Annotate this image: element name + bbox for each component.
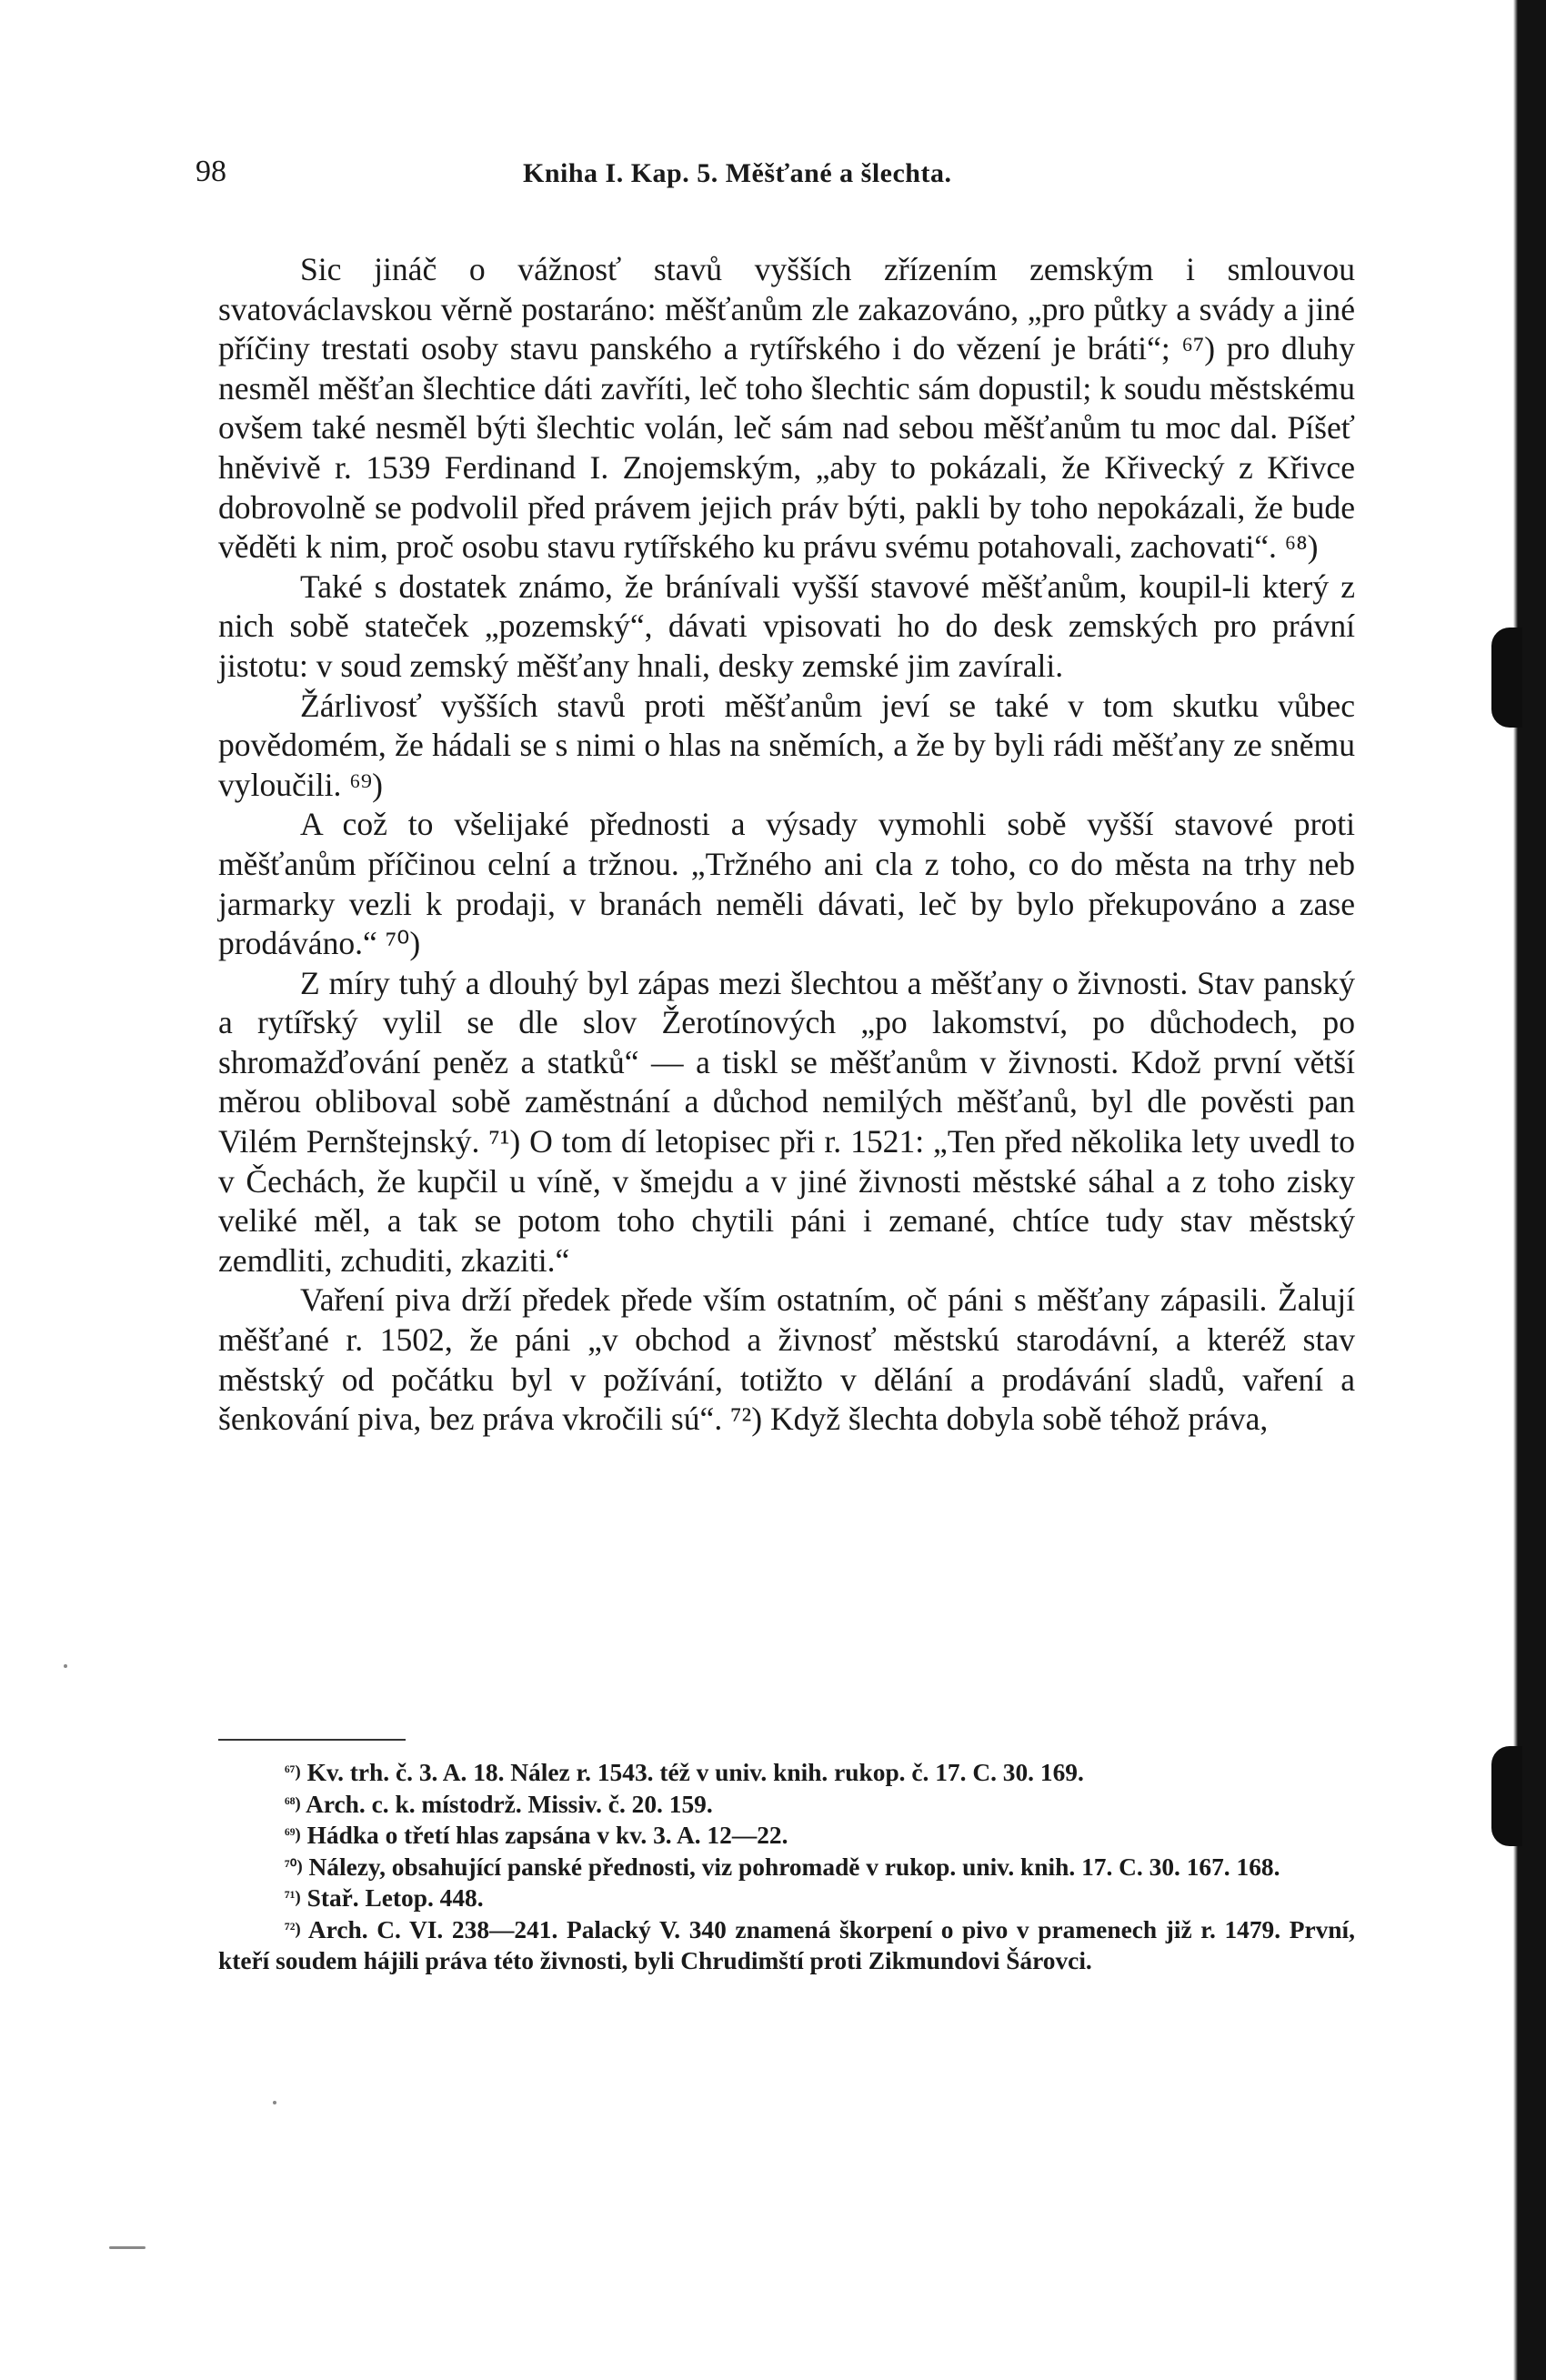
footnote-mark: ⁷¹)	[285, 1888, 301, 1907]
footnote-mark: ⁶⁸)	[285, 1793, 301, 1813]
footnote-text: Hádka o třetí hlas zapsána v kv. 3. A. 12—22.	[306, 1822, 788, 1849]
paragraph: A což to všelijaké přednosti a výsady vymohli sobě vyšší stavové proti měšťanům příčinou celní a tržnou. „Tržného ani cla z toho, co do města na trhy neb jarmarky vezli k prodaji, v branách neměli dávati, leč by bylo překupováno a zase prodáváno.“ ⁷⁰)	[218, 806, 1355, 962]
paragraph: Sic jináč o vážnosť stavů vyšších zřízením zemským i smlouvou svatováclavskou věrně postaráno: měšťanům zle zakazováno, „pro půtky a svády a jiné příčiny trestati osoby stavu panského a rytířského i do vězení je bráti“; ⁶⁷) pro dluhy nesměl měšťan šlechtice dáti zavříti, leč toho šlechtic sám dopustil; k soudu městskému ovšem také nesměl býti šlechtic volán, leč sám nad sebou měšťanům tu moc dal. Píšeť hněvivě r. 1539 Ferdinand I. Znojemským, „aby to pokázali, že Křivecký z Křivce dobrovolně se podvolil před právem jejich práv býti, pakli by toho nepokázali, že bude věděti k nim, proč osobu stavu rytířského ku právu svému potahovali, zachovati“. ⁶⁸)	[218, 251, 1355, 566]
footnote-mark: ⁷⁰)	[285, 1856, 303, 1876]
footnote-mark: ⁷²)	[285, 1919, 301, 1939]
page-edge-shadow	[1493, 0, 1546, 2380]
footnote	[218, 1820, 1355, 1852]
scan-speck	[64, 1664, 67, 1668]
binding-notch	[1491, 1746, 1522, 1846]
footnote-text: Arch. c. k. místodrž. Missiv. č. 20. 159.	[306, 1790, 713, 1818]
footnote-text: Nálezy, obsahující panské přednosti, viz pohromadě v rukop. univ. knih. 17. C. 30. 167. 168.	[308, 1853, 1280, 1881]
footnote-text: Stař. Letop. 448.	[306, 1884, 484, 1912]
footnote	[218, 1757, 1355, 1789]
binding-notch	[1491, 628, 1522, 728]
footnote	[218, 1914, 1355, 1977]
footnotes	[218, 1757, 1355, 1977]
page-header	[196, 155, 1360, 191]
footnote	[218, 1852, 1355, 1883]
scan-speck	[109, 2246, 146, 2249]
footnote	[218, 1883, 1355, 1914]
footnote-mark: ⁶⁷)	[285, 1762, 301, 1782]
body-text	[218, 250, 1355, 1440]
footnote-mark: ⁶⁹)	[285, 1825, 301, 1844]
paragraph: Z míry tuhý a dlouhý byl zápas mezi šlechtou a měšťany o živnosti. Stav panský a rytířský vylil se dle slov Žerotínových „po lakomství, po důchodech, po shromažďování peněz a statků“ — a tiskl se měšťanům v živnosti. Kdož první větší měrou obliboval sobě zaměstnání a důchod nemilých měšťanů, byl dle pověsti pan Vilém Pernštejnský. ⁷¹) O tom dí letopisec při r. 1521: „Ten před několika lety uvedl to v Čechách, že kupčil u víně, v šmejdu a v jiné živnosti městské sáhal a z toho zisky veliké měl, a tak se potom toho chytili páni i zemané, chtíce tudy stav městský zemdliti, zchuditi, zkaziti.“	[218, 964, 1355, 1279]
footnote-text: Arch. C. VI. 238—241. Palacký V. 340 znamená škorpení o pivo v pramenech již r. 1479. První, kteří soudem hájili práva této živnosti, byli Chrudimští proti Zikmundovi Šárovci.	[218, 1915, 1355, 1974]
paragraph: Vaření piva drží předek přede vším ostatním, oč páni s měšťany zápasili. Žalují měšťané r. 1502, že páni „v obchod a živnosť městskú starodávní, a kteréž stav městský od počátku byl v požívání, totižto v dělání a prodávání sladů, vaření a šenkování piva, bez práva vkročili sú“. ⁷²) Když šlechta dobyla sobě téhož práva,	[218, 1281, 1355, 1438]
footnote	[218, 1789, 1355, 1821]
footnote-divider	[218, 1739, 406, 1741]
running-head: Kniha I. Kap. 5. Měšťané a šlechta.	[523, 158, 952, 188]
paragraph: Také s dostatek známo, že bránívali vyšší stavové měšťanům, koupil-li který z nich sobě stateček „pozemský“, dávati vpisovati ho do desk zemských pro právní jistotu: v soud zemský měšťany hnali, desky zemské jim zavírali.	[218, 567, 1355, 684]
scan-speck	[273, 2101, 276, 2104]
footnote-text: Kv. trh. č. 3. A. 18. Nález r. 1543. též v univ. knih. rukop. č. 17. C. 30. 169.	[306, 1759, 1084, 1786]
page-number: 98	[196, 155, 226, 188]
paragraph: Žárlivosť vyšších stavů proti měšťanům jeví se také v tom skutku vůbec povědomém, že hádali se s nimi o hlas na sněmích, a že by byli rádi měšťany ze sněmu vyloučili. ⁶⁹)	[218, 687, 1355, 803]
